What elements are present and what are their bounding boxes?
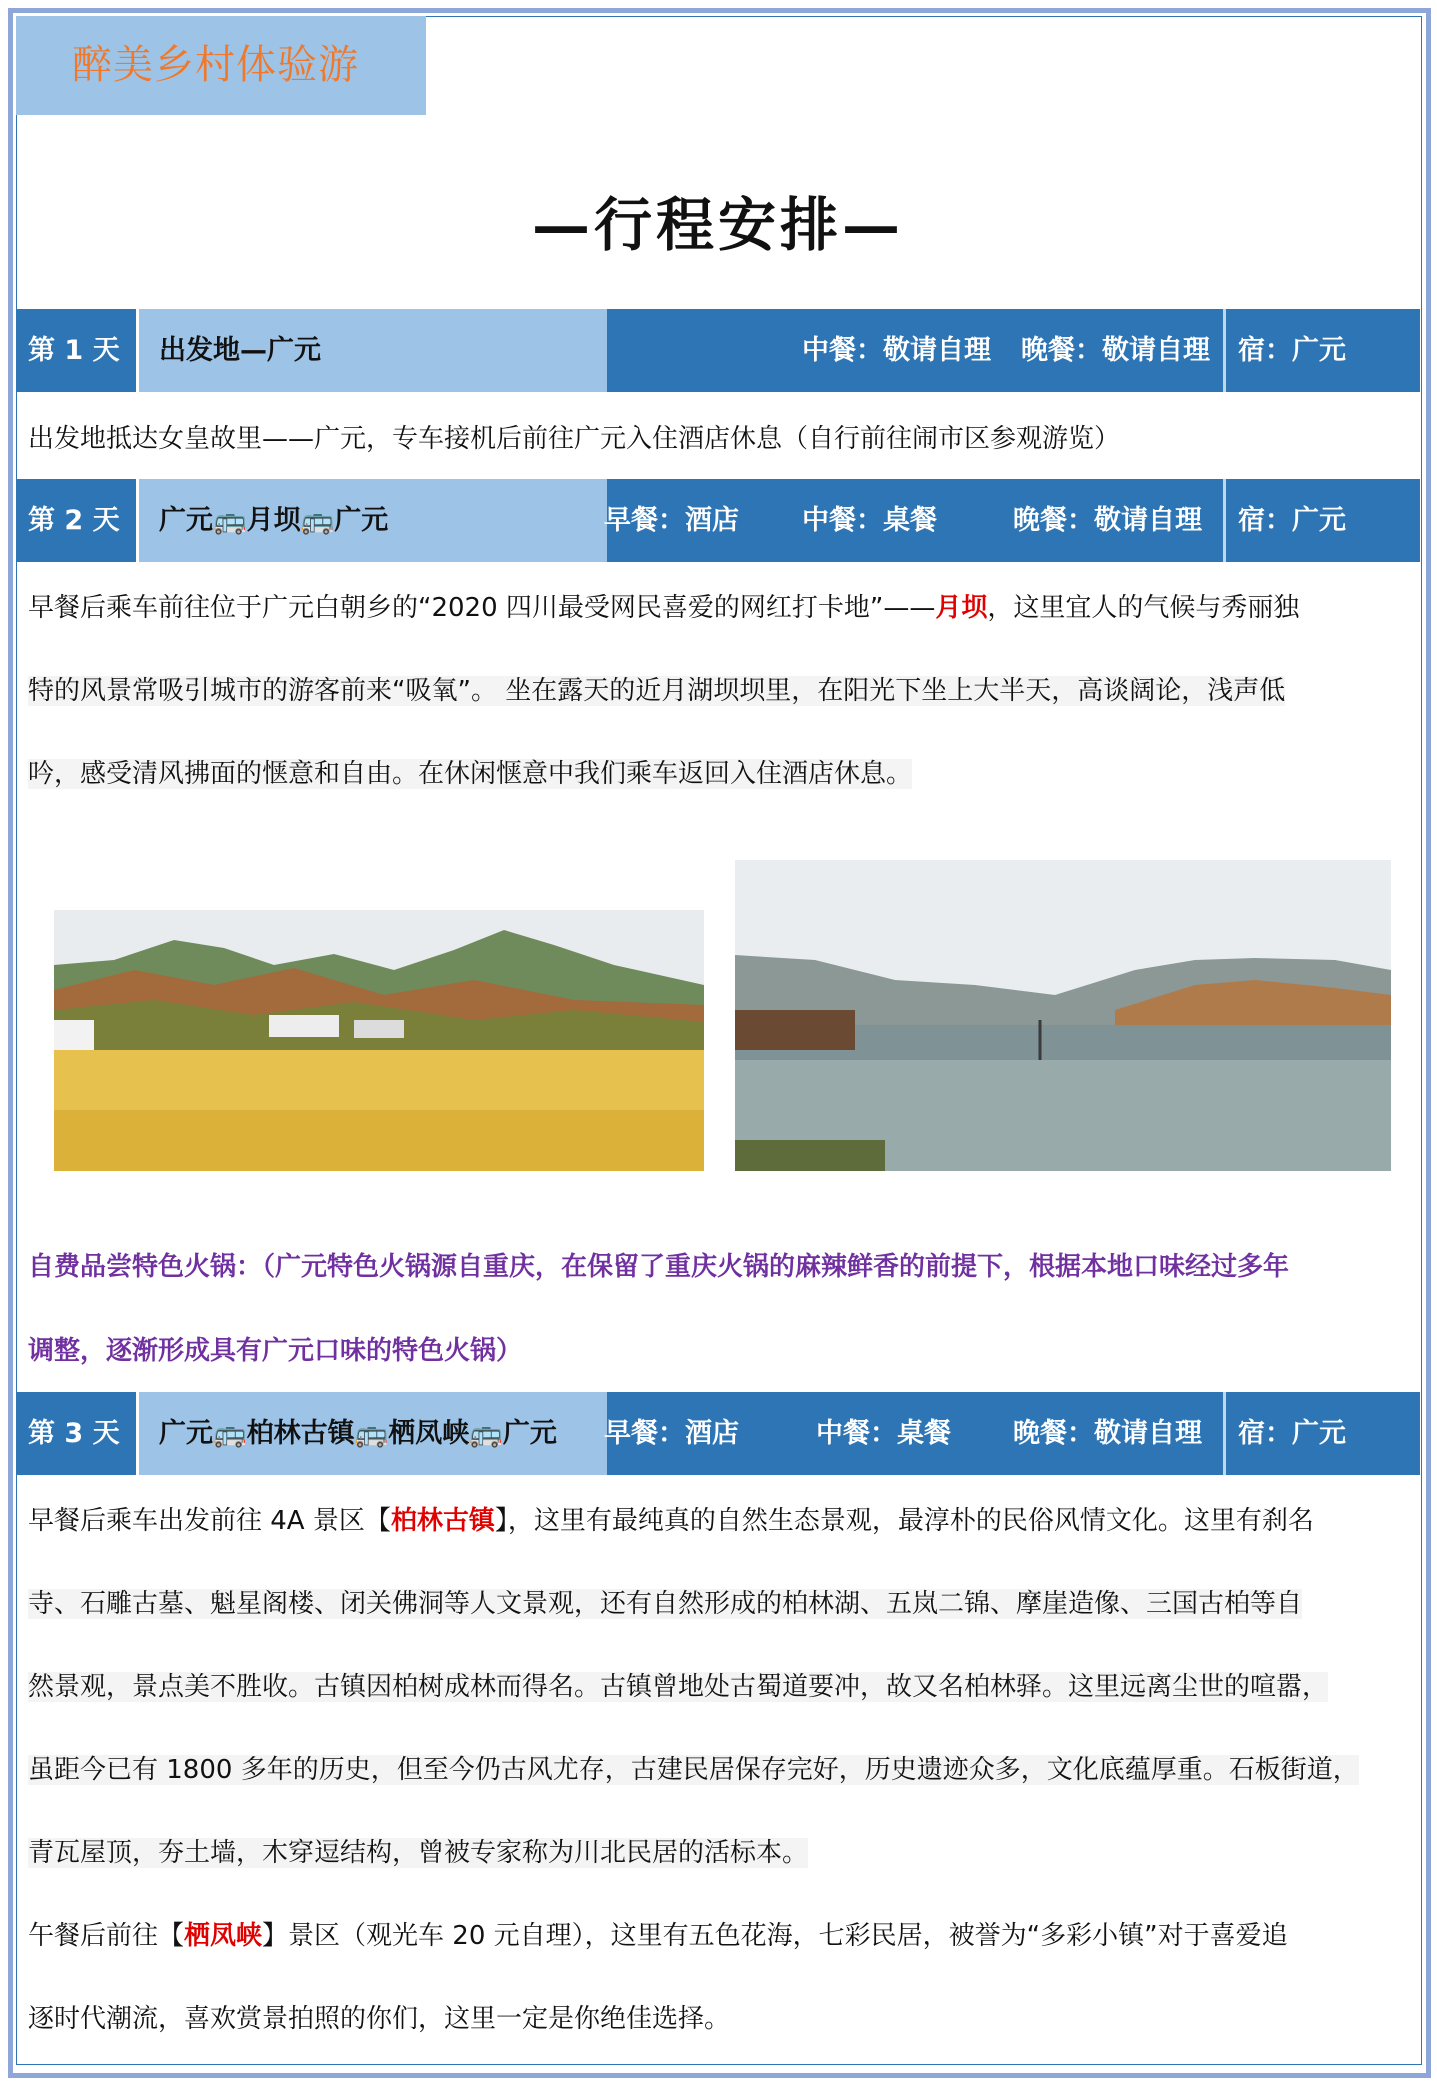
day3-route: 广元🚌柏林古镇🚌栖凤峡🚌广元 <box>136 1392 607 1475</box>
lake-landscape-icon <box>735 860 1391 1171</box>
day3-highlight-qifengxia: 栖凤峡 <box>184 1921 263 1951</box>
day3-label: 第 3 天 <box>28 1418 120 1449</box>
hotpot-line2: 调整，逐渐形成具有广元口味的特色火锅） <box>28 1336 523 1366</box>
day3-line3 <box>28 1666 1418 1703</box>
hotpot-line1: 自费品尝特色火锅：（广元特色火锅源自重庆，在保留了重庆火锅的麻辣鲜香的前提下，根据本地口味经过多年 <box>28 1252 1290 1282</box>
day1-dinner: 晚餐：敬请自理 <box>1021 335 1210 366</box>
tour-tag: 醉美乡村体验游 <box>16 16 426 115</box>
day3-text-6b: 】景区（观光车 20 元自理），这里有五色花海，七彩民居，被誉为“多彩小镇”对于喜爱追 <box>262 1921 1288 1951</box>
day2-label: 第 2 天 <box>28 505 120 536</box>
day2-dinner: 晚餐：敬请自理 <box>1013 505 1202 536</box>
day1-description <box>28 418 1418 455</box>
photo-meadow <box>54 910 704 1171</box>
day1-desc-text: 出发地抵达女皇故里——广元，专车接机后前往广元入住酒店休息（自行前往闹市区参观游览） <box>28 424 1121 454</box>
day3-text-7: 逐时代潮流，喜欢赏景拍照的你们，这里一定是你绝佳选择。 <box>28 2004 731 2034</box>
day1-stay: 宿：广元 <box>1238 335 1346 366</box>
photo-lake <box>735 860 1391 1171</box>
day3-lunch: 中餐：桌餐 <box>816 1418 951 1449</box>
day3-breakfast: 早餐：酒店 <box>604 1418 739 1449</box>
day3-text-6a: 午餐后前往【 <box>28 1921 185 1951</box>
day2-para-line2 <box>28 670 1418 707</box>
day3-text-3: 然景观，景点美不胜收。古镇因柏树成林而得名。古镇曾地处古蜀道要冲，故又名柏林驿。这里远离尘世的喧嚣， <box>28 1672 1329 1702</box>
day1-label: 第 1 天 <box>28 335 120 366</box>
day2-para-line3 <box>28 753 1418 790</box>
day3-line6 <box>28 1915 1418 1952</box>
page-title: —行程安排— <box>531 191 904 259</box>
day2-text-line2: 特的风景常吸引城市的游客前来“吸氧”。 坐在露天的近月湖坝坝里，在阳光下坐上大半天，高谈阔论，浅声低 <box>28 676 1286 706</box>
day1-route: 出发地—广元 <box>136 309 607 392</box>
day2-highlight-yueba: 月坝 <box>935 593 988 623</box>
day3-divider <box>1223 1392 1226 1475</box>
day2-lunch: 中餐：桌餐 <box>802 505 937 536</box>
day3-text-4: 虽距今已有 1800 多年的历史，但至今仍古风尤存，古建民居保存完好，历史遗迹众多，文化底蕴厚重。石板街道， <box>28 1755 1359 1785</box>
day2-divider <box>1223 479 1226 562</box>
day2-stay: 宿：广元 <box>1238 505 1346 536</box>
day3-highlight-bailin: 柏林古镇 <box>390 1506 495 1536</box>
day3-dinner: 晚餐：敬请自理 <box>1013 1418 1202 1449</box>
day1-header <box>16 309 1420 392</box>
day3-text-5: 青瓦屋顶，夯土墙，木穿逗结构，曾被专家称为川北民居的活标本。 <box>28 1838 809 1868</box>
day1-lunch: 中餐：敬请自理 <box>802 335 991 366</box>
day3-text-1b: 】，这里有最纯真的自然生态景观，最淳朴的民俗风情文化。这里有刹名 <box>494 1506 1314 1536</box>
day3-text-1a: 早餐后乘车出发前往 4A 景区【 <box>28 1506 391 1536</box>
day3-line4 <box>28 1749 1418 1786</box>
day2-breakfast: 早餐：酒店 <box>604 505 739 536</box>
day2-para-line1 <box>28 587 1418 624</box>
day2-header <box>16 479 1420 562</box>
day1-divider <box>1223 309 1226 392</box>
day2-text-line3: 吟，感受清风拂面的惬意和自由。在休闲惬意中我们乘车返回入住酒店休息。 <box>28 759 913 789</box>
day2-route: 广元🚌月坝🚌广元 <box>136 479 607 562</box>
day3-header <box>16 1392 1420 1475</box>
day3-line7 <box>28 1998 1418 2035</box>
meadow-landscape-icon <box>54 910 704 1171</box>
day3-stay: 宿：广元 <box>1238 1418 1346 1449</box>
day3-line2 <box>28 1583 1418 1620</box>
day2-text-a: 早餐后乘车前往位于广元白朝乡的“2020 四川最受网民喜爱的网红打卡地”—— <box>28 593 936 623</box>
day3-line1 <box>28 1500 1418 1537</box>
day3-line5 <box>28 1832 1418 1869</box>
day2-text-b: ，这里宜人的气候与秀丽独 <box>987 593 1300 623</box>
day3-text-2: 寺、石雕古墓、魁星阁楼、闭关佛洞等人文景观，还有自然形成的柏林湖、五岚二锦、摩崖造像、三国古柏等自 <box>28 1589 1303 1619</box>
